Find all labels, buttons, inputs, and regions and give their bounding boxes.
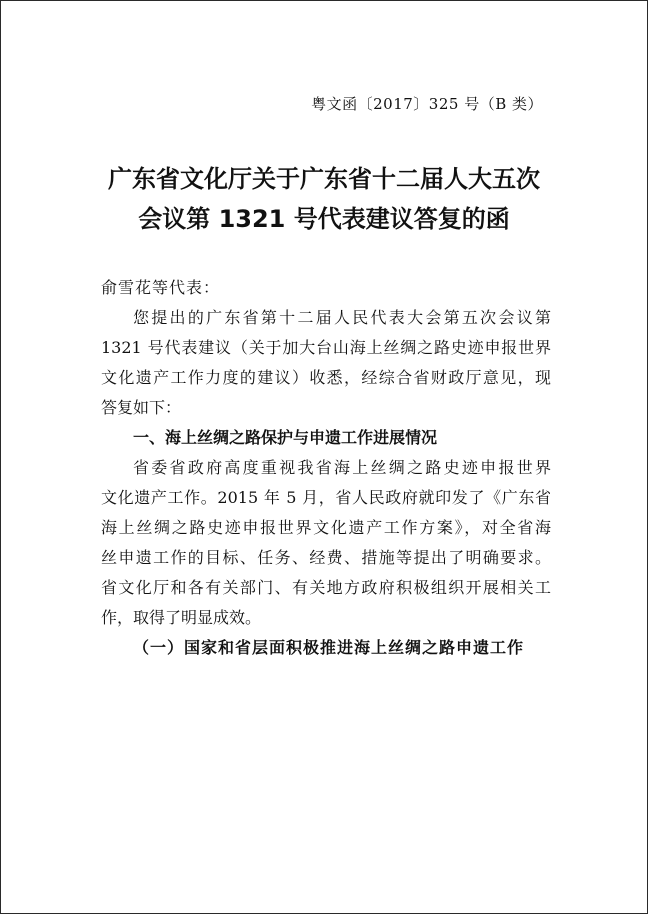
paragraph-progress — [101, 453, 551, 633]
paragraph-reply-intro — [101, 303, 551, 423]
document-body — [101, 273, 551, 663]
salutation: 俞雪花等代表： — [101, 278, 221, 297]
paragraph-line: 作，取得了明显成效。 — [101, 608, 262, 627]
section-heading-2: （一）国家和省层面积极推进海上丝绸之路申遗工作 — [133, 638, 525, 657]
document-number: 粤文函〔2017〕325 号（B 类） — [311, 95, 543, 113]
paragraph-line: 文化遗产工作力度的建议）收悉，经综合省财政厅意见，现 — [101, 368, 551, 387]
paragraph-line: 省文化厅和各有关部门、有关地方政府积极组织开展相关工 — [101, 578, 551, 597]
paragraph-line: 省委省政府高度重视我省海上丝绸之路史迹申报世界 — [133, 458, 551, 477]
title-line: 会议第 1321 号代表建议答复的函 — [138, 205, 510, 233]
paragraph-line: 丝申遗工作的目标、任务、经费、措施等提出了明确要求。 — [101, 548, 551, 567]
section-heading-1: 一、海上丝绸之路保护与申遗工作进展情况 — [133, 428, 438, 447]
title-line: 广东省文化厅关于广东省十二届人大五次 — [108, 165, 540, 193]
paragraph-line: 1321 号代表建议（关于加大台山海上丝绸之路史迹申报世界 — [101, 338, 551, 357]
paragraph-line: 您提出的广东省第十二届人民代表大会第五次会议第 — [133, 308, 551, 327]
paragraph-line: 答复如下： — [101, 398, 182, 417]
paragraph-line: 文化遗产工作。2015 年 5 月，省人民政府就印发了《广东省 — [101, 488, 551, 507]
paragraph-line: 海上丝绸之路史迹申报世界文化遗产工作方案》，对全省海 — [101, 518, 551, 537]
document-title — [61, 159, 587, 239]
